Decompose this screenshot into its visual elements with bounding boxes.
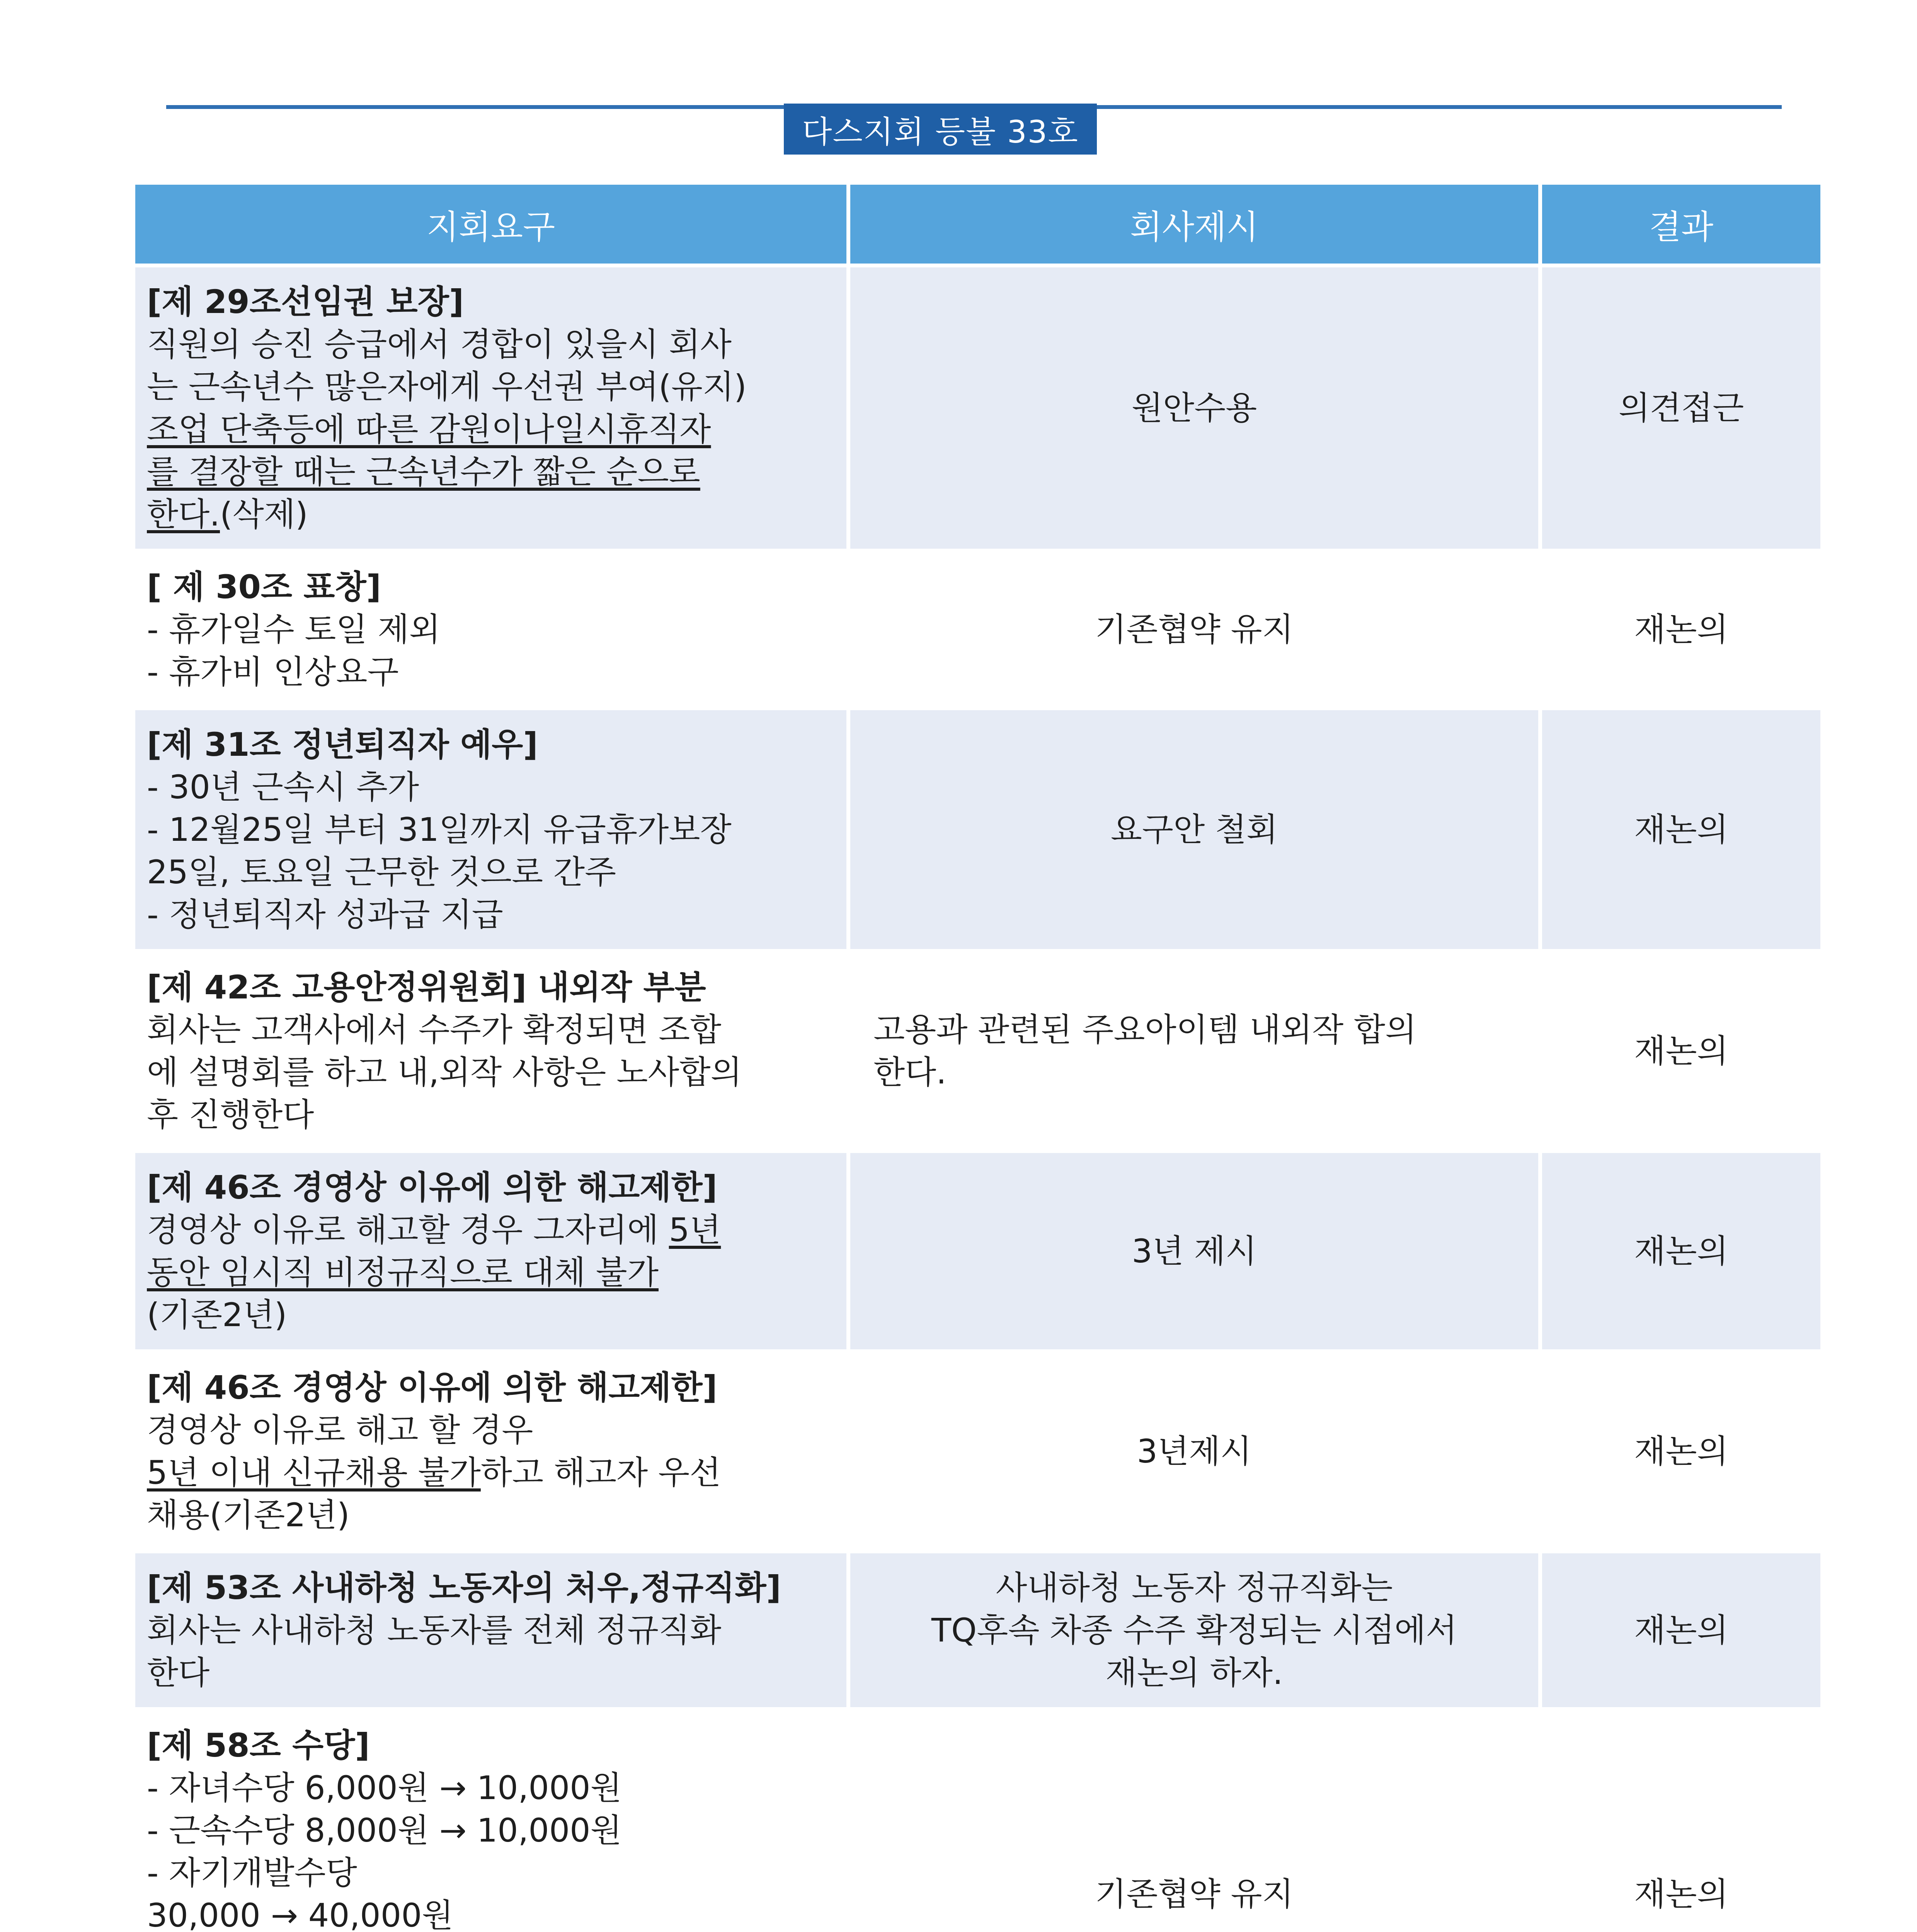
demand-line (147, 1294, 835, 1336)
demand-line (147, 1051, 835, 1094)
company-offer-cell: 3년 제시 (850, 1153, 1538, 1349)
demand-line (147, 1209, 835, 1251)
result-cell: 재논의 (1542, 1353, 1820, 1549)
column-header-offer: 회사제시 (850, 185, 1538, 264)
demand-text: - 자기개발수당 (147, 1854, 357, 1892)
demand-text: 경영상 이유로 해고 할 경우 (147, 1411, 533, 1449)
demand-text: - 근속수당 8,000원 → 10,000원 (147, 1811, 622, 1849)
demand-line (147, 1494, 835, 1536)
table-row (135, 1153, 1820, 1349)
demand-text: 한다. (147, 495, 220, 533)
demand-line (147, 1767, 835, 1809)
company-offer-cell: 기존협약 유지 (850, 553, 1538, 706)
demand-text: - 자녀수당 6,000원 → 10,000원 (147, 1769, 622, 1807)
demand-line (147, 893, 835, 936)
demand-cell (135, 267, 846, 549)
demand-line (147, 1609, 835, 1651)
demand-line (147, 408, 835, 451)
article-title: [제 58조 수당] (147, 1726, 370, 1764)
demand-line (147, 1809, 835, 1852)
article-title: [제 46조 경영상 이유에 의한 해고제한] (147, 1168, 717, 1206)
demand-text: 경영상 이유로 해고할 경우 그자리에 (147, 1211, 669, 1249)
demand-text: - 정년퇴직자 성과급 지급 (147, 896, 503, 934)
demand-text: - 12월25일 부터 31일까지 유급휴가보장 (147, 811, 732, 849)
company-offer-cell: 요구안 철회 (850, 710, 1538, 949)
demand-line (147, 1852, 835, 1894)
demand-line (147, 1009, 835, 1051)
demand-cell (135, 553, 846, 706)
result-cell: 재논의 (1542, 1153, 1820, 1349)
table-row (135, 267, 1820, 549)
demand-text: 에 설명회를 하고 내,외작 사항은 노사합의 (147, 1053, 742, 1091)
article-title: [ 제 30조 표창] (147, 568, 381, 606)
column-header-result: 결과 (1542, 185, 1820, 264)
demand-cell (135, 1711, 846, 1932)
demand-line (147, 766, 835, 808)
demand-line (147, 608, 835, 651)
demand-suffix: 하고 해고자 우선 (480, 1454, 721, 1492)
table-row (135, 1553, 1820, 1707)
article-title: [제 46조 경영상 이유에 의한 해고제한] (147, 1369, 717, 1406)
result-cell: 의견접근 (1542, 267, 1820, 549)
company-offer-cell: 원안수용 (850, 267, 1538, 549)
demand-text: 는 근속년수 많은자에게 우선권 부여(유지) (147, 368, 747, 406)
article-title: [제 29조선임권 보장] (147, 283, 464, 321)
demand-cell (135, 710, 846, 949)
demand-line (147, 323, 835, 366)
column-header-demand: 지회요구 (135, 185, 846, 264)
demand-text: 5년 이내 신규채용 불가 (147, 1454, 481, 1492)
demand-cell (135, 1353, 846, 1549)
result-cell: 재논의 (1542, 953, 1820, 1149)
result-cell: 재논의 (1542, 710, 1820, 949)
demand-line (147, 1451, 835, 1494)
result-cell: 재논의 (1542, 553, 1820, 706)
demand-cell (135, 1153, 846, 1349)
demand-line (147, 1094, 835, 1136)
demand-text: 동안 임시직 비정규직으로 대체 불가 (147, 1253, 659, 1291)
demand-text: 30,000 → 40,000원 (147, 1896, 453, 1932)
demand-text: 를 결장할 때는 근속년수가 짧은 순으로 (147, 453, 700, 491)
table-row (135, 710, 1820, 949)
company-offer-cell: 기존협약 유지 (850, 1711, 1538, 1932)
demand-line (147, 1651, 835, 1694)
demand-text: 회사는 사내하청 노동자를 전체 정규직화 (147, 1611, 722, 1649)
demand-text: - 휴가비 인상요구 (147, 653, 399, 691)
company-offer-cell: 3년제시 (850, 1353, 1538, 1549)
demand-line (147, 451, 835, 493)
demand-line (147, 493, 835, 536)
bargaining-table (131, 181, 1824, 1932)
demand-suffix: (삭제) (220, 495, 308, 533)
demand-text: 25일, 토요일 근무한 것으로 간주 (147, 853, 616, 891)
table-body (135, 267, 1820, 1932)
demand-text: 회사는 고객사에서 수주가 확정되면 조합 (147, 1011, 722, 1049)
result-cell: 재논의 (1542, 1553, 1820, 1707)
demand-line (147, 651, 835, 693)
article-title: [제 53조 사내하청 노동자의 처우,정규직화] (147, 1569, 781, 1607)
demand-text: 채용(기존2년) (147, 1496, 350, 1534)
table-row (135, 1353, 1820, 1549)
article-title: [제 31조 정년퇴직자 예우] (147, 726, 538, 764)
table-header-row (135, 185, 1820, 264)
company-offer-cell: 고용과 관련된 주요아이템 내외작 합의 한다. (850, 953, 1538, 1149)
demand-line (147, 1409, 835, 1451)
demand-line (147, 851, 835, 893)
result-cell: 재논의 (1542, 1711, 1820, 1932)
demand-underlined-tail: 5년 (669, 1211, 721, 1249)
demand-cell (135, 953, 846, 1149)
demand-text: 한다 (147, 1654, 210, 1692)
demand-line (147, 1894, 835, 1932)
article-title: [제 42조 고용안정위원회] 내외작 부분 (147, 968, 706, 1006)
demand-line (147, 808, 835, 851)
table-row (135, 953, 1820, 1149)
demand-text: 직원의 승진 승급에서 경합이 있을시 회사 (147, 325, 732, 363)
demand-text: 후 진행한다 (147, 1096, 314, 1134)
table-row (135, 1711, 1820, 1932)
demand-line (147, 366, 835, 408)
demand-text: - 30년 근속시 추가 (147, 768, 419, 806)
demand-text: - 휴가일수 토일 제외 (147, 611, 441, 648)
issue-badge: 다스지회 등불 33호 (784, 104, 1097, 155)
demand-text: 조업 단축등에 따른 감원이나일시휴직자 (147, 410, 711, 448)
company-offer-cell: 사내하청 노동자 정규직화는 TQ후속 차종 수주 확정되는 시점에서 재논의 하자. (850, 1553, 1538, 1707)
demand-line (147, 1251, 835, 1294)
demand-cell (135, 1553, 846, 1707)
table-row (135, 553, 1820, 706)
demand-text: (기존2년) (147, 1296, 287, 1334)
